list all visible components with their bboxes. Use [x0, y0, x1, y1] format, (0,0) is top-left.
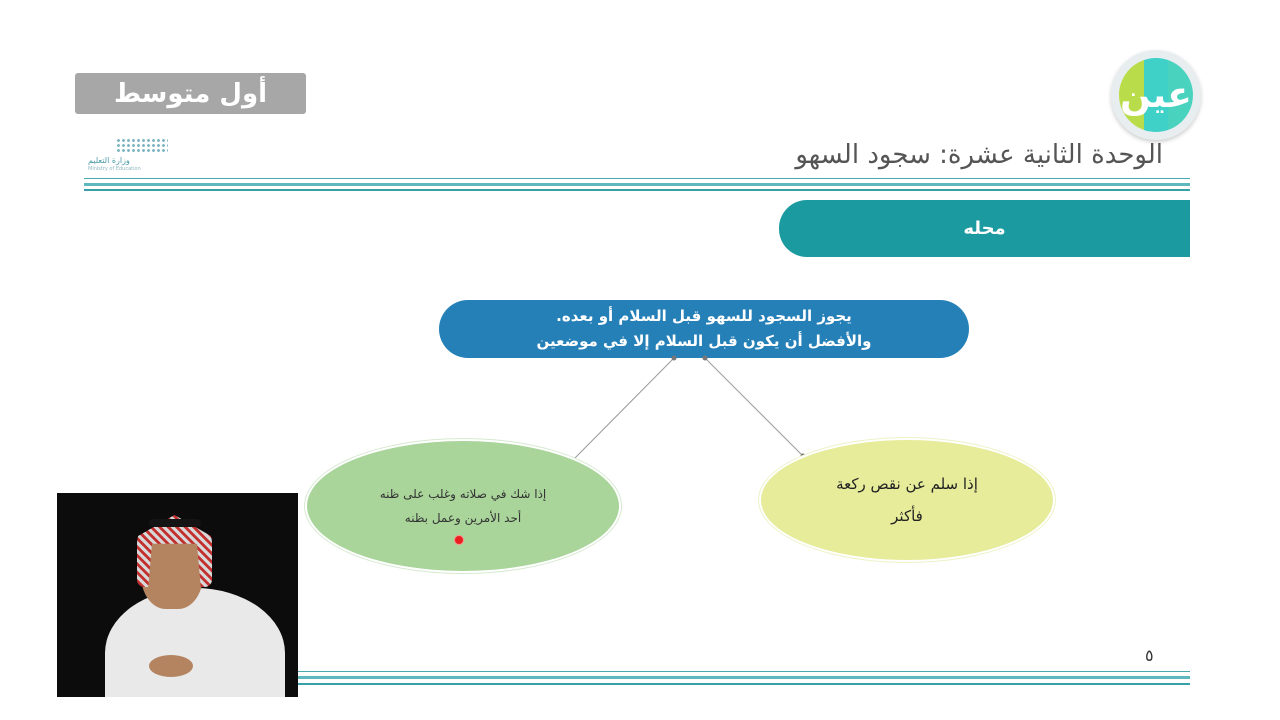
connector-dot [672, 356, 677, 361]
case-right-ellipse [761, 440, 1053, 560]
footer-divider [298, 676, 1190, 679]
lesson-title: الوحدة الثانية عشرة: سجود السهو [795, 140, 1163, 170]
presenter-body [105, 588, 285, 697]
footer-divider [298, 671, 1190, 672]
case-left-line-1: إذا شك في صلاته وغلب على ظنه [379, 487, 547, 501]
presenter-video [57, 493, 298, 697]
case-right-line-1: إذا سلم عن نقص ركعة [836, 475, 978, 493]
connector-dot [703, 356, 708, 361]
laser-pointer-icon [454, 535, 464, 545]
ministry-label: وزارة التعليم [88, 156, 130, 165]
grade-badge: أول متوسط [75, 73, 306, 114]
case-left-line-2: أحد الأمرين وعمل بظنه [404, 511, 522, 525]
footer-divider [298, 683, 1190, 685]
rule-line-1: يجوز السجود للسهو قبل السلام أو بعده. [556, 307, 852, 325]
section-banner: محله [779, 200, 1190, 257]
ministry-sub-label: Ministry of Education [88, 166, 141, 172]
connector-right [705, 358, 803, 456]
case-left-ellipse [307, 441, 619, 571]
logo-text: عين [1120, 74, 1192, 116]
presenter-hand [149, 655, 193, 677]
presenter-agal [149, 519, 201, 527]
case-right-line-2: فأكثر [891, 507, 923, 525]
connector-left [572, 358, 674, 461]
page-number: ٥ [1145, 646, 1154, 665]
rule-line-2: والأفضل أن يكون قبل السلام إلا في موضعين [536, 332, 872, 350]
